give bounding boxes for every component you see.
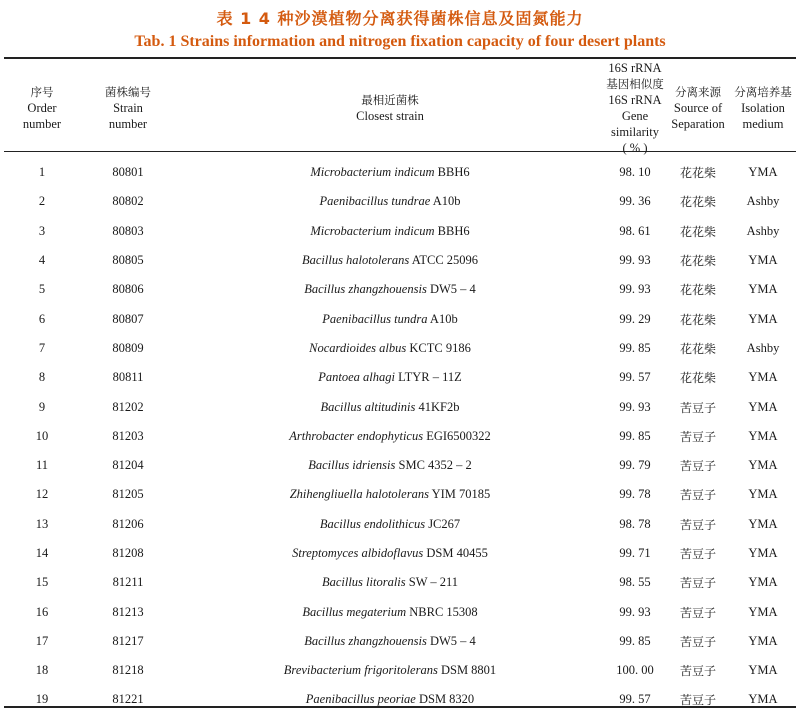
cell-similarity: 99. 93 <box>619 282 651 297</box>
strain-species-name: Bacillus zhangzhouensis <box>304 282 427 297</box>
cell-source: 苦豆子 <box>679 400 716 415</box>
cell-strain-number: 80805 <box>112 253 144 268</box>
cell-closest-strain <box>176 627 604 656</box>
cell-medium: YMA <box>748 253 778 268</box>
cell-similarity: 99. 71 <box>619 546 651 560</box>
strain-species-name: Streptomyces albidoflavus <box>292 546 424 560</box>
table-row <box>4 451 796 480</box>
table-title-english: Tab. 1 Strains information and nitrogen fixation capacity of four desert plants <box>134 33 666 50</box>
cell-strain-number: 81205 <box>112 487 144 502</box>
cell-medium: YMA <box>748 575 778 590</box>
strain-species-name: Microbacterium indicum <box>310 223 435 238</box>
cell-source: 苦豆子 <box>679 517 716 532</box>
cell-order: 19 <box>35 692 49 707</box>
cell-order: 14 <box>35 546 49 560</box>
cell-closest-strain <box>176 217 604 246</box>
table-row <box>4 304 796 333</box>
table-row <box>4 392 796 421</box>
cell-medium: YMA <box>748 458 778 473</box>
strain-code: DSM 8801 <box>440 663 497 678</box>
cell-similarity: 98. 61 <box>619 223 651 238</box>
cell-medium: YMA <box>748 692 778 707</box>
cell-order: 2 <box>38 194 46 209</box>
table-row <box>4 422 796 451</box>
cell-medium: YMA <box>748 604 778 619</box>
cell-closest-strain <box>176 539 604 568</box>
cell-order: 7 <box>38 340 46 355</box>
cell-closest-strain <box>176 597 604 626</box>
cell-medium: YMA <box>748 311 778 326</box>
table-row <box>4 156 796 187</box>
cell-similarity: 100. 00 <box>616 663 654 678</box>
cell-source: 苦豆子 <box>679 605 716 620</box>
cell-order: 10 <box>35 428 49 443</box>
cell-closest-strain <box>176 451 604 480</box>
cell-medium: YMA <box>748 165 778 180</box>
cell-source: 苦豆子 <box>679 547 716 561</box>
cell-strain-number: 81204 <box>112 458 144 473</box>
table-row <box>4 656 796 685</box>
table-title-chinese: 表 1 4 种沙漠植物分离获得菌株信息及固氮能力 <box>216 9 584 28</box>
cell-strain-number: 80801 <box>112 165 144 180</box>
strain-species-name: Zhihengliuella halotolerans <box>289 487 429 502</box>
table-row <box>4 685 796 714</box>
cell-closest-strain <box>176 246 604 275</box>
table-row <box>4 187 796 216</box>
cell-closest-strain <box>176 510 604 539</box>
strain-code: NBRC 15308 <box>409 604 478 619</box>
cell-medium: YMA <box>748 399 778 414</box>
cell-similarity: 98. 78 <box>619 516 651 531</box>
strain-code: ATCC 25096 <box>411 253 479 268</box>
cell-source: 苦豆子 <box>679 429 716 444</box>
cell-strain-number: 80806 <box>112 282 144 297</box>
strain-species-name: Paenibacillus tundra <box>322 311 428 326</box>
cell-source: 苦豆子 <box>679 459 716 474</box>
cell-similarity: 99. 93 <box>619 399 651 414</box>
cell-order: 16 <box>35 604 49 619</box>
cell-source: 花花柴 <box>679 254 716 269</box>
cell-similarity: 99. 57 <box>619 370 651 385</box>
cell-order: 11 <box>35 458 49 473</box>
cell-medium: Ashby <box>746 223 780 238</box>
cell-closest-strain <box>176 275 604 304</box>
cell-medium: YMA <box>748 546 778 560</box>
cell-order: 17 <box>35 633 49 648</box>
strain-code: BBH6 <box>437 165 470 180</box>
table-row <box>4 246 796 275</box>
cell-strain-number: 81203 <box>112 428 144 443</box>
cell-source: 苦豆子 <box>679 664 716 679</box>
cell-strain-number: 81221 <box>112 692 144 707</box>
cell-order: 3 <box>38 223 46 238</box>
table-row <box>4 275 796 304</box>
strain-species-name: Paenibacillus peoriae <box>305 692 416 707</box>
table-row <box>4 568 796 597</box>
cell-medium: YMA <box>748 282 778 297</box>
cell-source: 苦豆子 <box>679 576 716 591</box>
cell-order: 4 <box>38 253 46 268</box>
strain-species-name: Pantoea alhagi <box>318 370 395 385</box>
cell-closest-strain <box>176 363 604 392</box>
cell-source: 苦豆子 <box>679 634 716 649</box>
strain-code: DW5 – 4 <box>429 633 476 648</box>
cell-similarity: 99. 78 <box>619 487 651 502</box>
cell-order: 5 <box>38 282 46 297</box>
header-source: 分离来源 Source of Separation <box>671 85 725 131</box>
cell-order: 6 <box>38 311 46 326</box>
table-row <box>4 363 796 392</box>
cell-strain-number: 81206 <box>112 516 144 531</box>
cell-order: 18 <box>35 663 49 678</box>
strain-code: YIM 70185 <box>431 487 491 502</box>
cell-strain-number: 81217 <box>112 633 144 648</box>
strain-species-name: Bacillus megaterium <box>302 604 407 619</box>
cell-similarity: 99. 85 <box>619 428 651 443</box>
table-top-rule <box>4 57 796 59</box>
strain-species-name: Bacillus altitudinis <box>320 399 416 414</box>
cell-closest-strain <box>176 568 604 597</box>
strain-code: SMC 4352 – 2 <box>398 458 472 473</box>
strain-code: 41KF2b <box>418 399 460 414</box>
cell-strain-number: 80809 <box>112 340 144 355</box>
cell-closest-strain <box>176 656 604 685</box>
cell-similarity: 99. 93 <box>619 253 651 268</box>
table-row <box>4 480 796 509</box>
cell-closest-strain <box>176 392 604 421</box>
cell-medium: Ashby <box>746 340 780 355</box>
cell-closest-strain <box>176 187 604 216</box>
strain-code: SW – 211 <box>408 575 459 590</box>
cell-closest-strain <box>176 480 604 509</box>
header-gene-similarity: 16S rRNA 基因相似度 16S rRNA Gene similarity ( % ) <box>606 61 664 155</box>
cell-similarity: 99. 36 <box>619 194 651 209</box>
cell-order: 9 <box>38 399 46 414</box>
cell-strain-number: 80811 <box>112 370 144 385</box>
strain-code: DSM 8320 <box>418 692 475 707</box>
strain-code: LTYR – 11Z <box>398 370 462 385</box>
strain-species-name: Microbacterium indicum <box>310 165 435 180</box>
cell-strain-number: 81218 <box>112 663 144 678</box>
strain-species-name: Nocardioides albus <box>309 340 407 355</box>
table-row <box>4 510 796 539</box>
cell-strain-number: 80802 <box>112 194 144 209</box>
table-row <box>4 334 796 363</box>
cell-order: 1 <box>38 165 46 180</box>
cell-source: 花花柴 <box>679 371 716 386</box>
cell-medium: Ashby <box>746 194 780 209</box>
strain-species-name: Bacillus zhangzhouensis <box>304 633 427 648</box>
cell-closest-strain <box>176 304 604 333</box>
strain-species-name: Brevibacterium frigoritolerans <box>283 663 438 678</box>
cell-medium: YMA <box>748 633 778 648</box>
cell-source: 花花柴 <box>679 224 716 239</box>
strain-species-name: Paenibacillus tundrae <box>319 194 431 209</box>
table-header-row <box>4 60 796 156</box>
cell-similarity: 99. 29 <box>619 311 651 326</box>
strains-table <box>4 60 796 715</box>
cell-closest-strain <box>176 422 604 451</box>
cell-medium: YMA <box>748 516 778 531</box>
table-row <box>4 627 796 656</box>
cell-strain-number: 81211 <box>112 575 144 590</box>
table-body <box>4 156 796 715</box>
strain-code: A10b <box>432 194 461 209</box>
header-isolation-medium: 分离培养基 Isolation medium <box>734 85 792 131</box>
strain-species-name: Bacillus litoralis <box>321 575 406 590</box>
cell-similarity: 99. 79 <box>619 458 651 473</box>
cell-order: 12 <box>35 487 49 502</box>
cell-order: 8 <box>38 370 46 385</box>
strain-code: JC267 <box>428 516 461 531</box>
cell-similarity: 99. 93 <box>619 604 651 619</box>
strain-code: DSM 40455 <box>426 546 488 560</box>
cell-strain-number: 81213 <box>112 604 144 619</box>
cell-similarity: 98. 10 <box>619 165 651 180</box>
cell-similarity: 98. 55 <box>619 575 651 590</box>
cell-source: 花花柴 <box>679 283 716 298</box>
cell-similarity: 99. 85 <box>619 633 651 648</box>
strain-code: EGI6500322 <box>426 428 491 443</box>
header-closest-strain: 最相近菌株 Closest strain <box>356 93 424 123</box>
strain-species-name: Bacillus halotolerans <box>301 253 410 268</box>
cell-source: 花花柴 <box>679 312 716 327</box>
cell-similarity: 99. 57 <box>619 692 651 707</box>
cell-source: 苦豆子 <box>679 693 716 708</box>
cell-strain-number: 81208 <box>112 546 144 560</box>
cell-source: 花花柴 <box>679 195 716 210</box>
strain-species-name: Bacillus idriensis <box>308 458 396 473</box>
cell-similarity: 99. 85 <box>619 340 651 355</box>
cell-source: 苦豆子 <box>679 488 716 503</box>
strain-code: KCTC 9186 <box>409 340 471 355</box>
cell-closest-strain <box>176 334 604 363</box>
strain-code: DW5 – 4 <box>429 282 476 297</box>
cell-strain-number: 80803 <box>112 223 144 238</box>
header-strain-number: 菌株编号 Strain number <box>105 85 151 131</box>
cell-medium: YMA <box>748 663 778 678</box>
cell-strain-number: 80807 <box>112 311 144 326</box>
cell-source: 花花柴 <box>679 341 716 356</box>
cell-order: 13 <box>35 516 49 531</box>
table-row <box>4 597 796 626</box>
cell-closest-strain <box>176 685 604 714</box>
strain-species-name: Bacillus endolithicus <box>319 516 426 531</box>
cell-medium: YMA <box>748 487 778 502</box>
strain-code: BBH6 <box>437 223 470 238</box>
cell-medium: YMA <box>748 428 778 443</box>
cell-order: 15 <box>35 575 49 590</box>
cell-strain-number: 81202 <box>112 399 144 414</box>
strain-species-name: Arthrobacter endophyticus <box>289 428 424 443</box>
strain-code: A10b <box>429 311 458 326</box>
table-row <box>4 539 796 568</box>
cell-closest-strain <box>176 156 604 187</box>
cell-source: 花花柴 <box>679 166 716 181</box>
header-order-number: 序号 Order number <box>22 85 62 131</box>
table-row <box>4 217 796 246</box>
cell-medium: YMA <box>748 370 778 385</box>
